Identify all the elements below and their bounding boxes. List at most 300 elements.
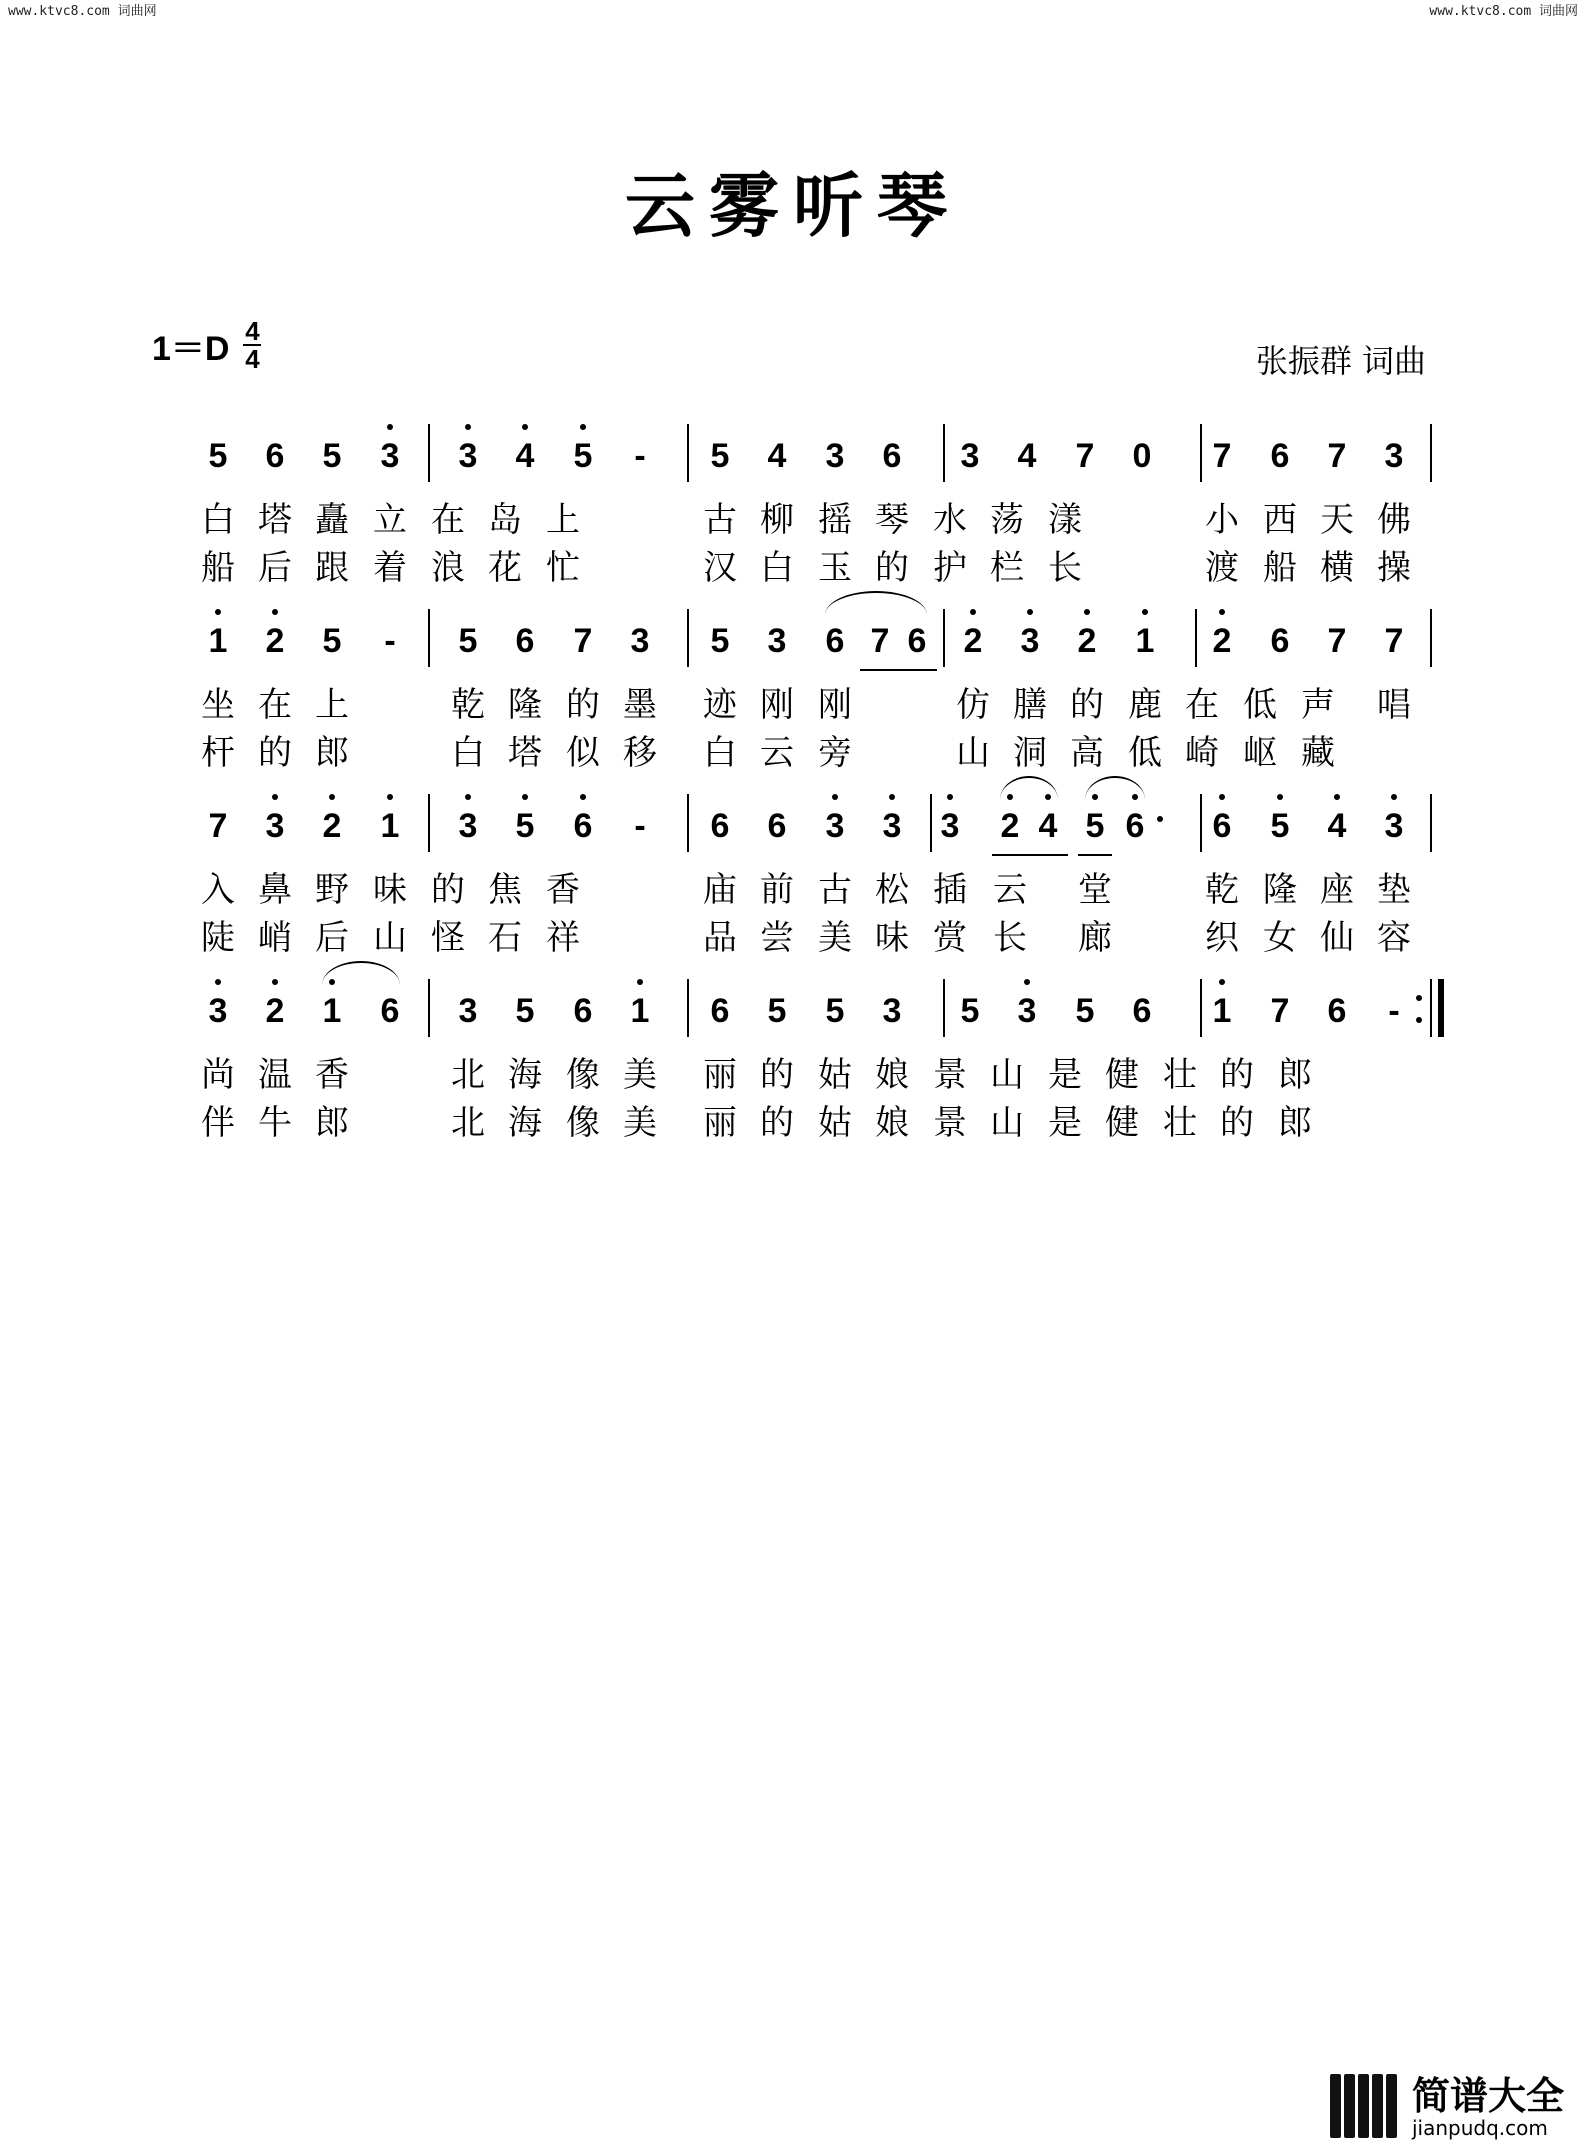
lyric-verse-2: 船 xyxy=(1263,548,1297,588)
repeat-dot xyxy=(1416,1017,1422,1023)
lyric-verse-2: 丽 xyxy=(703,1103,737,1143)
lyric-verse-2: 祥 xyxy=(546,918,580,958)
note: 1 xyxy=(370,796,410,856)
note: 6 xyxy=(907,622,927,660)
octave-dot xyxy=(465,794,471,800)
lyric-verse-1: 在 xyxy=(1185,685,1219,725)
barline xyxy=(1430,609,1432,667)
note: 6 xyxy=(882,437,902,475)
lyric-verse-2: 长 xyxy=(1048,548,1082,588)
octave-dot xyxy=(1391,794,1397,800)
lyric-verse-2: 移 xyxy=(623,733,657,773)
lyric-verse-2: 花 xyxy=(488,548,522,588)
lyric-verse-2: 伴 xyxy=(201,1103,235,1143)
lyric-verse-1: 海 xyxy=(508,1055,542,1095)
lyric-verse-1: 丽 xyxy=(703,1055,737,1095)
lyric-verse-1: 的 xyxy=(1220,1055,1254,1095)
lyric-verse-1: 山 xyxy=(990,1055,1024,1095)
lyric-verse-1: 垫 xyxy=(1377,870,1411,910)
note: 4 xyxy=(1017,437,1037,475)
piano-keys-icon xyxy=(1330,2074,1400,2138)
lyric-verse-1: 佛 xyxy=(1377,500,1411,540)
lyric-verse-2: 仙 xyxy=(1320,918,1354,958)
lyric-verse-2: 郎 xyxy=(315,733,349,773)
barline xyxy=(687,979,689,1037)
lyric-verse-1: 小 xyxy=(1205,500,1239,540)
note: 3 xyxy=(872,796,912,856)
note: 5 xyxy=(1075,992,1095,1030)
lyric-verse-2: 娘 xyxy=(875,1103,909,1143)
lyric-verse-2: 似 xyxy=(566,733,600,773)
lyric-verse-2: 郎 xyxy=(315,1103,349,1143)
note: 7 xyxy=(573,622,593,660)
octave-dot xyxy=(970,609,976,615)
note: 5 xyxy=(515,992,535,1030)
lyric-verse-2: 杆 xyxy=(201,733,235,773)
system-4 xyxy=(0,975,1586,1175)
lyric-verse-1: 天 xyxy=(1320,500,1354,540)
octave-dot xyxy=(947,794,953,800)
lyric-verse-2: 的 xyxy=(258,733,292,773)
note: 4 xyxy=(767,437,787,475)
lyric-verse-2: 浪 xyxy=(431,548,465,588)
octave-dot xyxy=(215,979,221,985)
note: 1 xyxy=(198,611,238,671)
note: 5 xyxy=(767,992,787,1030)
lyric-verse-2: 洞 xyxy=(1013,733,1047,773)
notation-row xyxy=(0,420,1586,500)
lyric-verse-1: 水 xyxy=(933,500,967,540)
lyric-verse-2: 织 xyxy=(1205,918,1239,958)
lyric-verse-1: 焦 xyxy=(488,870,522,910)
lyric-verse-1: 姑 xyxy=(818,1055,852,1095)
octave-dot xyxy=(637,979,643,985)
note: 7 xyxy=(1384,622,1404,660)
lyric-verse-1: 墨 xyxy=(623,685,657,725)
lyric-verse-1: 矗 xyxy=(315,500,349,540)
note: 4 xyxy=(1317,796,1357,856)
octave-dot xyxy=(272,979,278,985)
lyric-verse-1: 野 xyxy=(315,870,349,910)
note: 5 xyxy=(322,622,342,660)
lyric-verse-1: 郎 xyxy=(1278,1055,1312,1095)
note: 3 xyxy=(1007,981,1047,1041)
lyric-verse-1: 是 xyxy=(1048,1055,1082,1095)
lyric-verse-1: 香 xyxy=(546,870,580,910)
lyric-verse-2: 美 xyxy=(818,918,852,958)
note: 3 xyxy=(1384,437,1404,475)
note: 3 xyxy=(198,981,238,1041)
note: 1 xyxy=(1202,981,1242,1041)
note: 7 xyxy=(870,622,890,660)
barline xyxy=(687,794,689,852)
lyric-verse-2: 海 xyxy=(508,1103,542,1143)
lyric-verse-1: 味 xyxy=(373,870,407,910)
barline xyxy=(428,609,430,667)
note: 3 xyxy=(448,426,488,486)
note: 6 xyxy=(767,807,787,845)
lyric-verse-2: 女 xyxy=(1263,918,1297,958)
lyric-verse-2: 容 xyxy=(1377,918,1411,958)
note: 5 xyxy=(458,622,478,660)
lyric-verse-2: 长 xyxy=(993,918,1027,958)
octave-dot xyxy=(889,794,895,800)
lyric-verse-2: 石 xyxy=(488,918,522,958)
barline xyxy=(930,794,932,852)
dash-extension: - xyxy=(1388,992,1400,1030)
lyric-verse-2: 横 xyxy=(1320,548,1354,588)
lyric-verse-1: 低 xyxy=(1243,685,1277,725)
note: 5 xyxy=(1260,796,1300,856)
lyric-verse-1: 座 xyxy=(1320,870,1354,910)
note: 6 xyxy=(710,807,730,845)
note: 2 xyxy=(990,796,1030,856)
lyric-verse-1: 荡 xyxy=(990,500,1024,540)
lyric-verse-2: 跟 xyxy=(315,548,349,588)
notation-row xyxy=(0,975,1586,1055)
eighth-underline xyxy=(1078,854,1112,856)
lyric-verse-1: 刚 xyxy=(818,685,852,725)
lyric-verse-1: 仿 xyxy=(956,685,990,725)
lyric-verse-2: 高 xyxy=(1070,733,1104,773)
lyric-verse-1: 像 xyxy=(566,1055,600,1095)
lyric-verse-2: 船 xyxy=(201,548,235,588)
octave-dot xyxy=(580,794,586,800)
note: 0 xyxy=(1132,437,1152,475)
lyric-verse-1: 景 xyxy=(933,1055,967,1095)
dash-extension: - xyxy=(634,807,646,845)
note: 7 xyxy=(1327,437,1347,475)
lyric-verse-1: 堂 xyxy=(1078,870,1112,910)
note: 5 xyxy=(1075,796,1115,856)
lyric-verse-2: 渡 xyxy=(1205,548,1239,588)
lyric-verse-2: 怪 xyxy=(431,918,465,958)
note: 3 xyxy=(960,437,980,475)
note: 7 xyxy=(1075,437,1095,475)
note: 6 xyxy=(563,796,603,856)
lyric-verse-2: 味 xyxy=(875,918,909,958)
octave-dot xyxy=(1084,609,1090,615)
octave-dot xyxy=(522,794,528,800)
lyric-verse-1: 松 xyxy=(875,870,909,910)
octave-dot xyxy=(832,794,838,800)
note: 7 xyxy=(1327,622,1347,660)
lyric-verse-1: 入 xyxy=(201,870,235,910)
time-bottom: 4 xyxy=(245,344,260,374)
lyric-verse-2: 郎 xyxy=(1278,1103,1312,1143)
octave-dot xyxy=(1219,979,1225,985)
note: 5 xyxy=(322,437,342,475)
lyric-verse-1: 膳 xyxy=(1013,685,1047,725)
barline xyxy=(1195,609,1197,667)
note: 6 xyxy=(1115,796,1155,856)
note: 2 xyxy=(1067,611,1107,671)
lyric-verse-2: 的 xyxy=(760,1103,794,1143)
lyric-verse-1: 美 xyxy=(623,1055,657,1095)
octave-dot xyxy=(580,424,586,430)
system-3 xyxy=(0,790,1586,990)
note: 3 xyxy=(930,796,970,856)
lyric-verse-1: 壮 xyxy=(1163,1055,1197,1095)
lyric-verse-2: 健 xyxy=(1105,1103,1139,1143)
note: 3 xyxy=(767,622,787,660)
header-right-url: www.ktvc8.com 词曲网 xyxy=(1429,4,1578,19)
note: 7 xyxy=(1270,992,1290,1030)
lyric-verse-2: 低 xyxy=(1128,733,1162,773)
page-title: 云雾听琴 xyxy=(625,164,961,247)
lyric-verse-2: 美 xyxy=(623,1103,657,1143)
lyric-verse-2: 景 xyxy=(933,1103,967,1143)
lyric-verse-2: 云 xyxy=(760,733,794,773)
barline xyxy=(428,794,430,852)
eighth-underline xyxy=(992,854,1068,856)
note: 6 xyxy=(1202,796,1242,856)
octave-dot xyxy=(465,424,471,430)
lyric-verse-1: 立 xyxy=(373,500,407,540)
octave-dot xyxy=(1334,794,1340,800)
note: 7 xyxy=(208,807,228,845)
note: 4 xyxy=(505,426,545,486)
lyric-verse-1: 尚 xyxy=(201,1055,235,1095)
note: 6 xyxy=(265,437,285,475)
notation-row xyxy=(0,605,1586,685)
note: 4 xyxy=(1028,796,1068,856)
note: 1 xyxy=(620,981,660,1041)
key-signature xyxy=(152,318,261,372)
lyric-verse-1: 的 xyxy=(566,685,600,725)
lyric-verse-2: 山 xyxy=(990,1103,1024,1143)
lyric-verse-2: 忙 xyxy=(546,548,580,588)
lyric-verse-1: 庙 xyxy=(703,870,737,910)
lyric-verse-2: 着 xyxy=(373,548,407,588)
note: 6 xyxy=(710,992,730,1030)
note: 6 xyxy=(1270,437,1290,475)
lyric-verse-2: 塔 xyxy=(508,733,542,773)
note: 3 xyxy=(458,992,478,1030)
note: 3 xyxy=(815,796,855,856)
lyric-verse-1: 的 xyxy=(760,1055,794,1095)
lyric-verse-2: 护 xyxy=(933,548,967,588)
note: 5 xyxy=(208,437,228,475)
octave-dot xyxy=(522,424,528,430)
lyric-verse-1: 在 xyxy=(258,685,292,725)
note: 3 xyxy=(448,796,488,856)
lyric-verse-1: 香 xyxy=(315,1055,349,1095)
lyric-verse-1: 隆 xyxy=(508,685,542,725)
lyric-verse-2: 壮 xyxy=(1163,1103,1197,1143)
dash-extension: - xyxy=(384,622,396,660)
lyric-verse-2: 山 xyxy=(373,918,407,958)
note: 6 xyxy=(573,992,593,1030)
lyric-verse-1: 云 xyxy=(993,870,1027,910)
octave-dot xyxy=(272,609,278,615)
note: 3 xyxy=(630,622,650,660)
octave-dot xyxy=(1142,609,1148,615)
lyric-verse-2: 牛 xyxy=(258,1103,292,1143)
note: 6 xyxy=(515,622,535,660)
lyric-verse-1: 娘 xyxy=(875,1055,909,1095)
octave-dot xyxy=(1277,794,1283,800)
lyric-verse-2: 品 xyxy=(703,918,737,958)
note: 6 xyxy=(825,622,845,660)
lyric-verse-1: 柳 xyxy=(760,500,794,540)
augmentation-dot xyxy=(1157,816,1163,822)
note: 1 xyxy=(1125,611,1165,671)
lyric-verse-1: 插 xyxy=(933,870,967,910)
note: 6 xyxy=(1270,622,1290,660)
note: 6 xyxy=(380,992,400,1030)
system-2 xyxy=(0,605,1586,805)
note: 3 xyxy=(370,426,410,486)
lyric-verse-2: 后 xyxy=(315,918,349,958)
octave-dot xyxy=(272,794,278,800)
note: 2 xyxy=(1202,611,1242,671)
key-label: 1＝D xyxy=(152,329,230,368)
lyric-verse-2: 尝 xyxy=(760,918,794,958)
note: 1 xyxy=(312,981,352,1041)
lyric-verse-1: 西 xyxy=(1263,500,1297,540)
lyric-verse-2: 后 xyxy=(258,548,292,588)
barline xyxy=(1200,794,1202,852)
notation-row xyxy=(0,790,1586,870)
barline xyxy=(687,609,689,667)
note: 7 xyxy=(1212,437,1232,475)
barline xyxy=(687,424,689,482)
octave-dot xyxy=(1027,609,1033,615)
lyric-verse-2: 是 xyxy=(1048,1103,1082,1143)
lyric-verse-1: 上 xyxy=(315,685,349,725)
lyric-verse-2: 岖 xyxy=(1243,733,1277,773)
lyric-verse-1: 坐 xyxy=(201,685,235,725)
lyric-verse-1: 乾 xyxy=(1205,870,1239,910)
dash-extension: - xyxy=(634,437,646,475)
lyric-verse-1: 刚 xyxy=(760,685,794,725)
lyric-verse-1: 鼻 xyxy=(258,870,292,910)
lyric-verse-1: 温 xyxy=(258,1055,292,1095)
barline xyxy=(1200,979,1202,1037)
lyric-verse-2: 姑 xyxy=(818,1103,852,1143)
octave-dot xyxy=(215,609,221,615)
lyric-verse-2: 山 xyxy=(956,733,990,773)
note: 5 xyxy=(710,622,730,660)
note: 3 xyxy=(882,992,902,1030)
note: 6 xyxy=(1327,992,1347,1030)
lyric-verse-2: 的 xyxy=(1220,1103,1254,1143)
lyric-verse-1: 在 xyxy=(431,500,465,540)
system-1 xyxy=(0,420,1586,620)
lyric-verse-2: 旁 xyxy=(818,733,852,773)
lyric-verse-1: 声 xyxy=(1301,685,1335,725)
site-logo xyxy=(1330,2074,1570,2138)
lyric-verse-1: 古 xyxy=(703,500,737,540)
end-repeat-thin-barline xyxy=(1430,979,1432,1037)
lyric-verse-1: 隆 xyxy=(1263,870,1297,910)
note: 5 xyxy=(505,796,545,856)
lyric-verse-1: 健 xyxy=(1105,1055,1139,1095)
octave-dot xyxy=(1219,609,1225,615)
octave-dot xyxy=(1024,979,1030,985)
note: 3 xyxy=(255,796,295,856)
end-repeat-thick-barline xyxy=(1438,979,1444,1037)
lyric-verse-1: 乾 xyxy=(451,685,485,725)
note: 5 xyxy=(563,426,603,486)
barline xyxy=(1430,794,1432,852)
lyric-verse-2: 汉 xyxy=(703,548,737,588)
note: 2 xyxy=(953,611,993,671)
note: 5 xyxy=(825,992,845,1030)
note: 3 xyxy=(1374,796,1414,856)
octave-dot xyxy=(329,794,335,800)
lyric-verse-1: 摇 xyxy=(818,500,852,540)
lyric-verse-2: 崎 xyxy=(1185,733,1219,773)
note: 5 xyxy=(960,992,980,1030)
logo-text: 简谱大全 xyxy=(1412,2074,1565,2118)
note: 3 xyxy=(1010,611,1050,671)
note: 5 xyxy=(710,437,730,475)
lyric-verse-2: 的 xyxy=(875,548,909,588)
lyric-verse-1: 塔 xyxy=(258,500,292,540)
note: 6 xyxy=(1132,992,1152,1030)
lyric-verse-2: 廊 xyxy=(1078,918,1112,958)
barline xyxy=(943,979,945,1037)
lyric-verse-1: 的 xyxy=(431,870,465,910)
lyric-verse-1: 漾 xyxy=(1048,500,1082,540)
lyric-verse-1: 迹 xyxy=(703,685,737,725)
lyric-verse-1: 琴 xyxy=(875,500,909,540)
barline xyxy=(943,424,945,482)
note: 2 xyxy=(312,796,352,856)
barline xyxy=(428,979,430,1037)
author-credit: 张振群 词曲 xyxy=(1255,342,1426,380)
lyric-verse-1: 白 xyxy=(201,500,235,540)
barline xyxy=(943,609,945,667)
lyric-verse-2: 像 xyxy=(566,1103,600,1143)
lyric-verse-2: 白 xyxy=(451,733,485,773)
octave-dot xyxy=(387,794,393,800)
octave-dot xyxy=(1219,794,1225,800)
lyric-verse-1: 鹿 xyxy=(1128,685,1162,725)
lyric-verse-1: 古 xyxy=(818,870,852,910)
lyric-verse-2: 操 xyxy=(1377,548,1411,588)
lyric-verse-2: 赏 xyxy=(933,918,967,958)
eighth-underline xyxy=(860,669,937,671)
lyric-verse-1: 北 xyxy=(451,1055,485,1095)
lyric-verse-1: 前 xyxy=(760,870,794,910)
barline xyxy=(428,424,430,482)
lyric-verse-2: 藏 xyxy=(1301,733,1335,773)
lyric-verse-2: 陡 xyxy=(201,918,235,958)
lyric-verse-2: 栏 xyxy=(990,548,1024,588)
lyric-verse-2: 玉 xyxy=(818,548,852,588)
time-top: 4 xyxy=(245,316,260,346)
note: 3 xyxy=(825,437,845,475)
lyric-verse-2: 白 xyxy=(703,733,737,773)
barline xyxy=(1200,424,1202,482)
repeat-dot xyxy=(1416,995,1422,1001)
note: 2 xyxy=(255,611,295,671)
time-signature xyxy=(243,318,261,372)
lyric-verse-1: 的 xyxy=(1070,685,1104,725)
lyric-verse-2: 北 xyxy=(451,1103,485,1143)
lyric-verse-1: 上 xyxy=(546,500,580,540)
octave-dot xyxy=(387,424,393,430)
lyric-verse-2: 白 xyxy=(760,548,794,588)
logo-url: jianpudq.com xyxy=(1412,2116,1548,2140)
lyric-verse-2: 峭 xyxy=(258,918,292,958)
lyric-verse-1: 唱 xyxy=(1377,685,1411,725)
header-left-url: www.ktvc8.com 词曲网 xyxy=(8,4,157,19)
lyric-verse-1: 岛 xyxy=(488,500,522,540)
